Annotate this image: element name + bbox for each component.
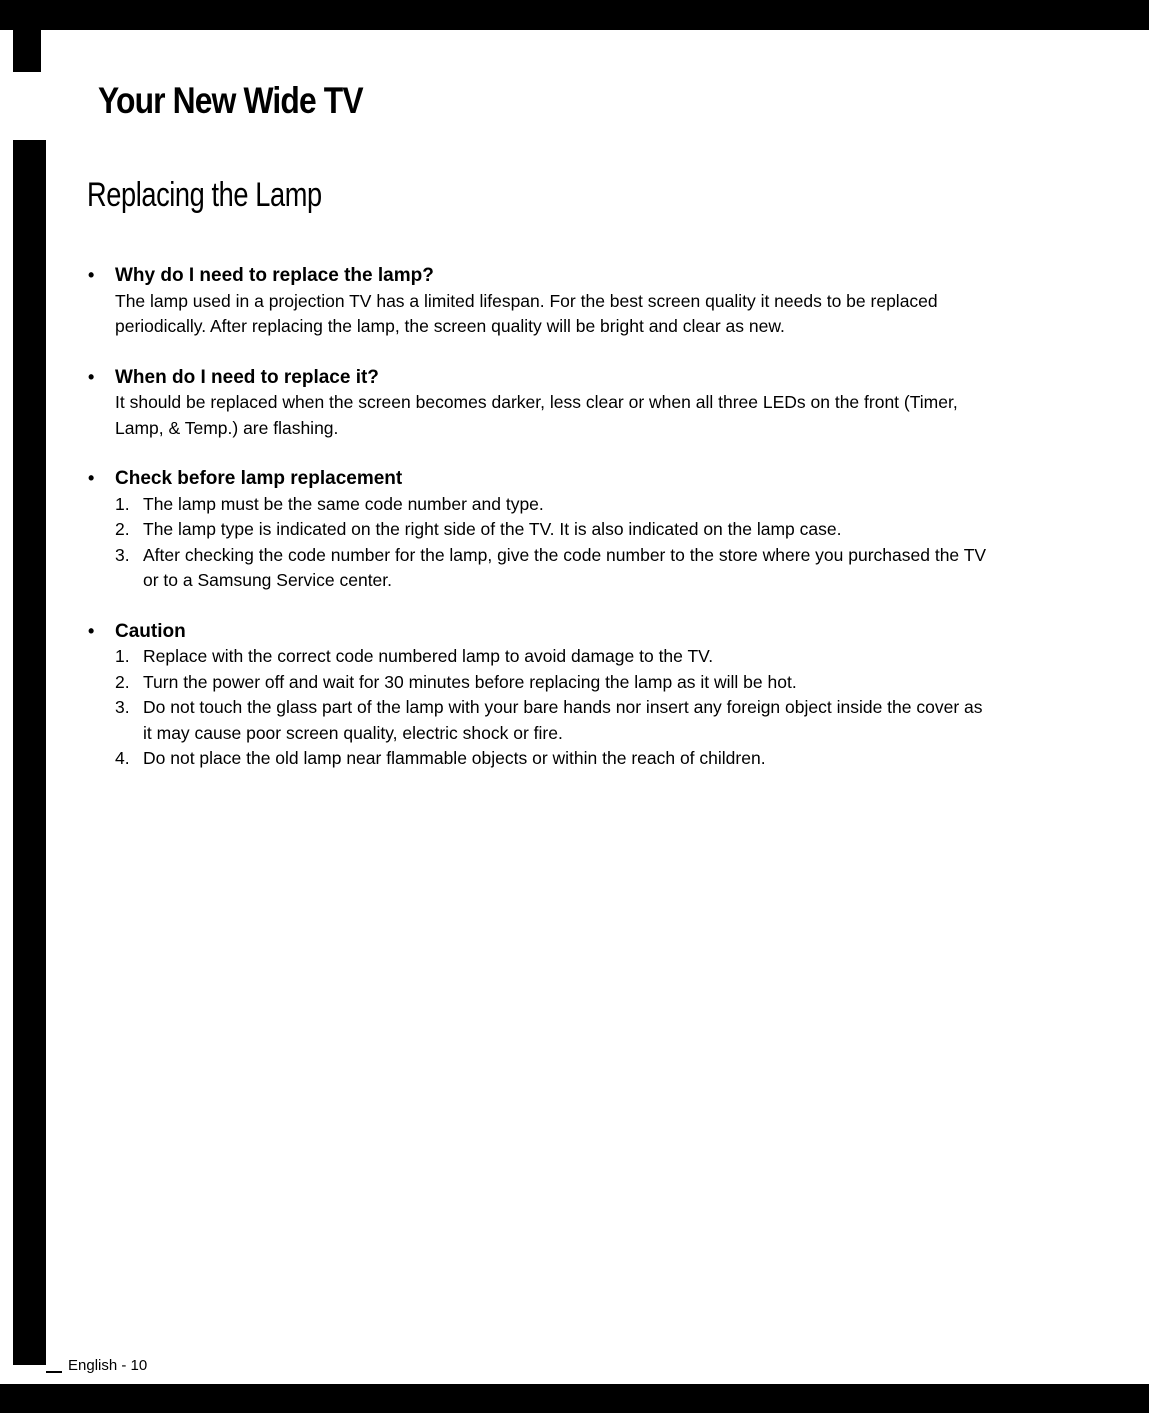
step-number: 3. <box>115 697 130 717</box>
check-steps-list <box>115 492 988 594</box>
bullet-icon: • <box>88 468 95 488</box>
section-title: Why do I need to replace the lamp? <box>115 265 434 286</box>
bullet-icon: • <box>88 620 95 641</box>
page-title: Your New Wide TV <box>98 80 363 121</box>
left-top-tab <box>13 28 41 72</box>
bullet-icon: • <box>88 366 95 387</box>
step-text: The lamp type is indicated on the right side of the TV. It is also indicated on the lamp case. <box>143 519 842 539</box>
section-heading: Replacing the Lamp <box>87 176 322 214</box>
list-item <box>115 670 988 696</box>
section-when-replace <box>88 365 988 442</box>
section-title: Caution <box>115 620 186 642</box>
bottom-border-bar <box>0 1384 1149 1413</box>
list-item <box>115 695 988 746</box>
section-text: It should be replaced when the screen becomes darker, less clear or when all three LEDs on the front (Timer, Lamp, & Temp.) are flashing. <box>115 392 958 438</box>
step-number: 4. <box>115 748 130 768</box>
footer-mark <box>46 1371 62 1373</box>
section-why-replace <box>88 263 988 340</box>
section-check-before <box>88 466 988 594</box>
page-footer: English - 10 <box>68 1357 148 1374</box>
bullet-icon: • <box>88 265 95 285</box>
step-text: After checking the code number for the lamp, give the code number to the store where you purchased the TV or to a Samsung Service center. <box>143 544 987 590</box>
list-item <box>115 543 988 594</box>
step-text: Do not touch the glass part of the lamp with your bare hands nor insert any foreign object inside the cover as it may cause poor screen quality, electric shock or fire. <box>143 697 983 743</box>
section-title: When do I need to replace it? <box>115 366 379 388</box>
step-number: 3. <box>115 544 130 565</box>
step-number: 1. <box>115 493 130 514</box>
section-title: Check before lamp replacement <box>115 468 403 489</box>
step-text: Turn the power off and wait for 30 minutes before replacing the lamp as it will be hot. <box>143 671 797 692</box>
section-caution <box>88 619 988 772</box>
list-item <box>115 492 988 518</box>
list-item <box>115 644 988 670</box>
list-item <box>115 746 988 772</box>
step-text: The lamp must be the same code number and type. <box>143 493 544 514</box>
top-border-bar <box>0 0 1149 30</box>
step-text: Replace with the correct code numbered lamp to avoid damage to the TV. <box>143 646 714 666</box>
caution-steps-list <box>115 644 988 772</box>
step-number: 2. <box>115 519 130 539</box>
manual-content <box>88 263 988 797</box>
list-item <box>115 517 988 543</box>
left-edge-bar <box>13 140 46 1365</box>
step-number: 1. <box>115 646 130 666</box>
section-text: The lamp used in a projection TV has a limited lifespan. For the best screen quality it needs to be replaced periodically. After replacing the lamp, the screen quality will be bright and clear as new. <box>115 290 938 336</box>
step-number: 2. <box>115 671 130 692</box>
step-text: Do not place the old lamp near flammable objects or within the reach of children. <box>143 748 766 768</box>
